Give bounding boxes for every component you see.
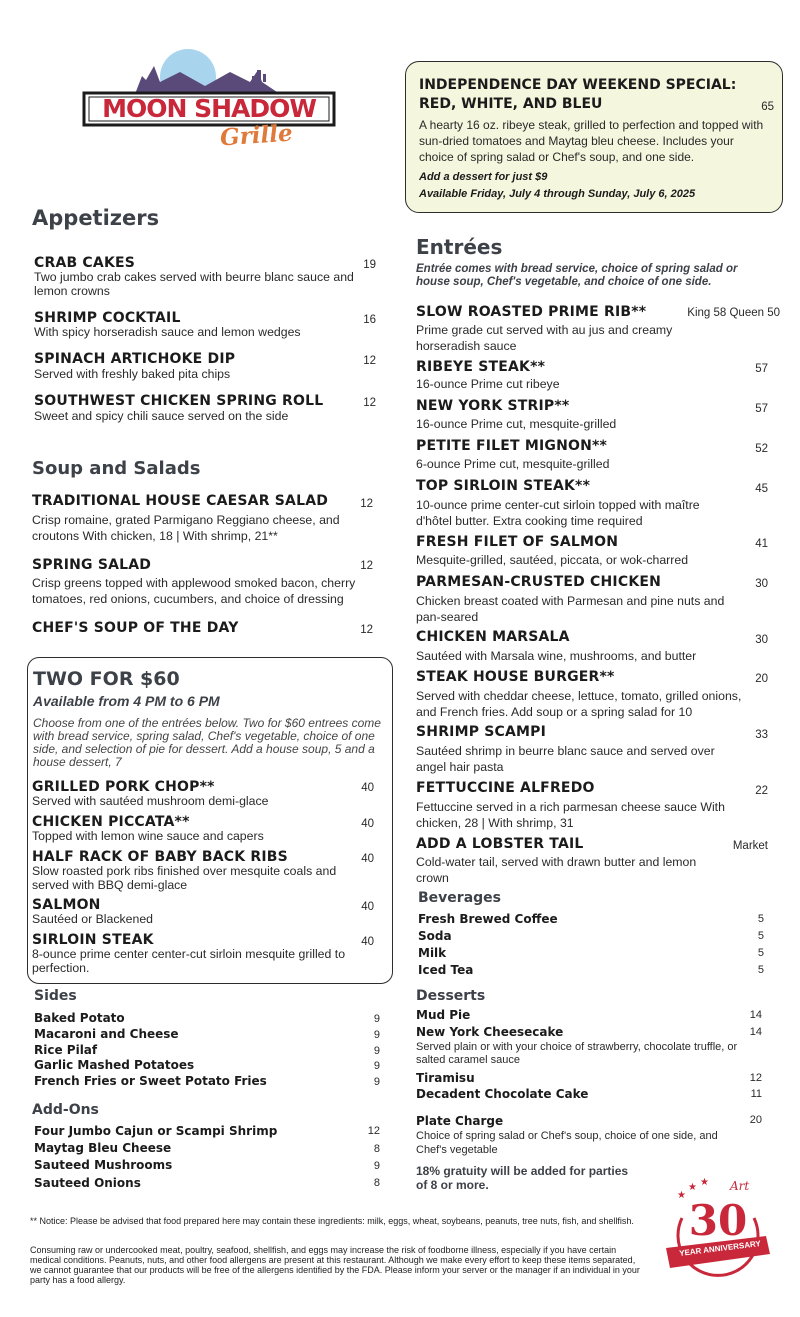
menu-item-desc: 6-ounce Prime cut, mesquite-grilled xyxy=(416,457,610,471)
menu-item-name: PETITE FILET MIGNON** xyxy=(416,438,608,454)
menu-item-desc: Two jumbo crab cakes served with beurre blanc sauce and lemon crowns xyxy=(34,270,354,298)
menu-item-desc: Slow roasted pork ribs finished over mesquite coals and served with BBQ demi-glace xyxy=(32,864,337,892)
side-item-price: 9 xyxy=(373,1060,380,1072)
menu-item-name: FETTUCCINE ALFREDO xyxy=(416,780,595,796)
beverage-item-name: Iced Tea xyxy=(418,963,474,977)
menu-item-price: 20 xyxy=(755,673,768,685)
menu-item-name: CRAB CAKES xyxy=(34,255,136,271)
special-note-dates: Available Friday, July 4 through Sunday, July 6, 2025 xyxy=(419,188,696,200)
menu-item-price: 40 xyxy=(361,936,374,948)
menu-item-name: SIRLOIN STEAK xyxy=(32,932,154,948)
menu-item-desc: 8-ounce prime center center-cut sirloin mesquite grilled to perfection. xyxy=(32,947,346,975)
menu-item-price: 57 xyxy=(755,403,768,415)
svg-text:★: ★ xyxy=(688,1182,697,1193)
menu-item-desc: Crisp greens topped with applewood smoked bacon, cherry tomatoes, red onions, cucumbers, and choice of dressing xyxy=(32,576,356,606)
side-item-name: Garlic Mashed Potatoes xyxy=(34,1058,195,1072)
side-item-name: French Fries or Sweet Potato Fries xyxy=(34,1074,267,1088)
menu-item-name: FRESH FILET OF SALMON xyxy=(416,534,619,550)
menu-item-price: King 58 Queen 50 xyxy=(687,307,780,319)
menu-item-price: 45 xyxy=(755,483,768,495)
menu-item-price: 40 xyxy=(361,818,374,830)
dessert-item-name: Mud Pie xyxy=(416,1008,471,1022)
beverages-heading: Beverages xyxy=(418,890,501,906)
addon-item-price: 8 xyxy=(373,1143,380,1155)
beverage-item-price: 5 xyxy=(757,964,764,976)
dessert-item-price: 11 xyxy=(750,1088,762,1100)
weekend-special-box xyxy=(405,61,783,213)
menu-item-desc: Sautéed or Blackened xyxy=(32,912,154,926)
dessert-item-name: Tiramisu xyxy=(416,1071,475,1085)
menu-item-price: 30 xyxy=(755,634,768,646)
menu-item-name: ADD A LOBSTER TAIL xyxy=(416,836,584,852)
menu-item-desc: Prime grade cut served with au jus and creamy horseradish sauce xyxy=(416,323,673,353)
special-price: 65 xyxy=(761,101,774,113)
menu-item-price: 40 xyxy=(361,853,374,865)
menu-item-desc: Cold-water tail, served with drawn butter and lemon crown xyxy=(416,855,697,885)
menu-item-desc: Crisp romaine, grated Parmigano Reggiano cheese, and croutons With chicken, 18 | With shrimp, 21** xyxy=(32,513,340,543)
menu-item-name: STEAK HOUSE BURGER** xyxy=(416,669,615,685)
menu-item-name: TOP SIRLOIN STEAK** xyxy=(416,478,591,494)
gratuity-note: 18% gratuity will be added for parties of 8 or more. xyxy=(416,1164,629,1192)
menu-item-name: CHICKEN PICCATA** xyxy=(32,814,190,830)
side-item-price: 9 xyxy=(373,1029,380,1041)
menu-item-name: SLOW ROASTED PRIME RIB** xyxy=(416,304,647,320)
svg-text:★: ★ xyxy=(677,1190,686,1201)
appetizers-heading: Appetizers xyxy=(32,206,160,230)
plate-charge-price: 20 xyxy=(749,1114,762,1126)
menu-item-desc: Sweet and spicy chili sauce served on the side xyxy=(34,409,289,423)
addon-item-price: 9 xyxy=(373,1160,380,1172)
menu-item-name: SHRIMP COCKTAIL xyxy=(34,310,181,326)
menu-item-desc: Sautéed with Marsala wine, mushrooms, and butter xyxy=(416,649,697,663)
plate-charge-desc: Choice of spring salad or Chef's soup, choice of one side, and Chef's vegetable xyxy=(416,1130,718,1156)
beverage-item-price: 5 xyxy=(757,930,764,942)
entrees-note: Entrée comes with bread service, choice of spring salad or house soup, Chef's vegetable, and choice of one side. xyxy=(416,263,738,288)
anniversary-text: YEAR ANNIVERSARY xyxy=(678,1239,762,1258)
side-item-name: Baked Potato xyxy=(34,1011,125,1025)
menu-item-name: CHICKEN MARSALA xyxy=(416,629,570,645)
menu-item-price: 12 xyxy=(360,624,373,636)
menu-item-desc: 16-ounce Prime cut, mesquite-grilled xyxy=(416,417,617,431)
addons-heading: Add-Ons xyxy=(32,1102,99,1118)
menu-item-price: 40 xyxy=(361,901,374,913)
menu-item-desc: Chicken breast coated with Parmesan and pine nuts and pan-seared xyxy=(416,594,725,624)
menu-item-desc: 10-ounce prime center-cut sirloin topped with maître d'hôtel butter. Extra cooking time required xyxy=(416,498,700,528)
menu-item-price: 12 xyxy=(360,498,373,510)
dessert-item-price: 14 xyxy=(749,1009,762,1021)
addon-item-price: 8 xyxy=(373,1177,380,1189)
addon-item-name: Sauteed Mushrooms xyxy=(34,1158,173,1172)
dessert-item-price: 14 xyxy=(749,1026,762,1038)
menu-item-price: 52 xyxy=(755,443,768,455)
menu-item-desc: Mesquite-grilled, sautéed, piccata, or wok-charred xyxy=(416,553,689,567)
addon-item-name: Maytag Bleu Cheese xyxy=(34,1141,172,1155)
menu-item-price: 41 xyxy=(755,538,768,550)
side-item-price: 9 xyxy=(373,1045,380,1057)
menu-item-price: 19 xyxy=(363,259,376,271)
anniversary-number: 30 xyxy=(688,1196,748,1245)
addon-item-name: Four Jumbo Cajun or Scampi Shrimp xyxy=(34,1124,278,1138)
menu-item-name: SPRING SALAD xyxy=(32,557,152,573)
menu-item-price: Market xyxy=(732,840,768,852)
addon-item-name: Sauteed Onions xyxy=(34,1176,141,1190)
side-item-name: Macaroni and Cheese xyxy=(34,1027,179,1041)
allergen-notice: ** Notice: Please be advised that food prepared here may contain these ingredients: milk, eggs, wheat, soybeans, peanuts, tree nuts, fish, and shellfish. xyxy=(30,1216,634,1226)
consumption-warning: Consuming raw or undercooked meat, poultry, seafood, shellfish, and eggs may increase the risk of foodborne illness, especially if you have certain medical conditions. Peanuts, nuts, and other food allergens are present at this restaurant. Although we make every effort to keep these items separated, we cannot guarantee that our products will be free of the allergens identified by the FDA. Please inform your server or the manager if an individual in your party has a food allergy. xyxy=(30,1245,640,1285)
menu-item-desc: Served with cheddar cheese, lettuce, tomato, grilled onions, and French fries. Add soup or a spring salad for 10 xyxy=(416,689,742,719)
menu-item-name: SOUTHWEST CHICKEN SPRING ROLL xyxy=(34,393,324,409)
menu-item-desc: Fettuccine served in a rich parmesan cheese sauce With chicken, 28 | With shrimp, 31 xyxy=(416,800,725,830)
menu-item-price: 16 xyxy=(363,314,376,326)
logo-title: MOON SHADOW xyxy=(102,94,316,123)
special-title-2: RED, WHITE, AND BLEU xyxy=(419,96,603,112)
menu-item-desc: Topped with lemon wine sauce and capers xyxy=(32,829,264,843)
menu-item-name: NEW YORK STRIP** xyxy=(416,398,570,414)
menu-item-name: TRADITIONAL HOUSE CAESAR SALAD xyxy=(32,493,329,509)
two-for-subtitle: Available from 4 PM to 6 PM xyxy=(33,693,220,709)
side-item-price: 9 xyxy=(373,1013,380,1025)
menu-item-desc: Served with sautéed mushroom demi-glace xyxy=(32,794,269,808)
menu-item-price: 12 xyxy=(360,560,373,572)
svg-text:★: ★ xyxy=(700,1178,709,1188)
menu-item-price: 57 xyxy=(755,363,768,375)
sides-heading: Sides xyxy=(34,988,77,1004)
menu-item-desc: Sautéed shrimp in beurre blanc sauce and served over angel hair pasta xyxy=(416,744,715,774)
special-note-dessert: Add a dessert for just $9 xyxy=(419,171,548,183)
menu-item-price: 12 xyxy=(363,397,376,409)
entrees-heading: Entrées xyxy=(416,235,503,259)
plate-charge-name: Plate Charge xyxy=(416,1114,504,1128)
beverage-item-name: Soda xyxy=(418,929,452,943)
menu-item-desc: 16-ounce Prime cut ribeye xyxy=(416,377,560,391)
logo-subtitle: Grille xyxy=(219,119,294,152)
dessert-item-desc: Served plain or with your choice of strawberry, chocolate truffle, or salted caramel sauce xyxy=(416,1041,738,1066)
addon-item-price: 12 xyxy=(367,1125,380,1137)
soups-heading: Soup and Salads xyxy=(32,458,201,479)
menu-item-price: 22 xyxy=(755,785,768,797)
two-for-title: TWO FOR $60 xyxy=(33,668,180,690)
two-for-description: Choose from one of the entrées below. Two for $60 entrees come with bread service, spring salad, Chef's vegetable, choice of one side, and selection of pie for dessert. Add a house soup, 5 and a house dessert, 7 xyxy=(33,716,381,769)
beverage-item-price: 5 xyxy=(757,913,764,925)
menu-item-name: SALMON xyxy=(32,897,101,913)
dessert-item-price: 12 xyxy=(749,1072,762,1084)
menu-item-price: 30 xyxy=(755,578,768,590)
menu-item-name: CHEF'S SOUP OF THE DAY xyxy=(32,620,239,636)
menu-item-name: HALF RACK OF BABY BACK RIBS xyxy=(32,849,288,865)
menu-item-desc: Served with freshly baked pita chips xyxy=(34,367,231,381)
special-description: A hearty 16 oz. ribeye steak, grilled to perfection and topped with sun-dried tomatoes and Maytag bleu cheese. Includes your choice of spring salad or Chef's soup, and one side. xyxy=(419,118,764,164)
menu-item-name: GRILLED PORK CHOP** xyxy=(32,779,215,795)
beverage-item-name: Fresh Brewed Coffee xyxy=(418,912,558,926)
menu-item-name: RIBEYE STEAK** xyxy=(416,359,546,375)
menu-item-name: SPINACH ARTICHOKE DIP xyxy=(34,351,236,367)
menu-item-name: PARMESAN-CRUSTED CHICKEN xyxy=(416,574,662,590)
svg-text:Art: Art xyxy=(730,1179,750,1193)
anniversary-badge xyxy=(662,1178,772,1290)
beverage-item-name: Milk xyxy=(418,946,447,960)
menu-item-price: 33 xyxy=(755,729,768,741)
menu-item-desc: With spicy horseradish sauce and lemon wedges xyxy=(34,325,301,339)
side-item-price: 9 xyxy=(373,1076,380,1088)
beverage-item-price: 5 xyxy=(757,947,764,959)
dessert-item-name: Decadent Chocolate Cake xyxy=(416,1087,589,1101)
menu-item-name: SHRIMP SCAMPI xyxy=(416,724,547,740)
logo xyxy=(80,42,340,154)
side-item-name: Rice Pilaf xyxy=(34,1043,98,1057)
menu-item-price: 40 xyxy=(361,782,374,794)
dessert-item-name: New York Cheesecake xyxy=(416,1025,564,1039)
special-title-1: INDEPENDENCE DAY WEEKEND SPECIAL: xyxy=(419,77,737,93)
desserts-heading: Desserts xyxy=(416,988,486,1004)
menu-item-price: 12 xyxy=(363,355,376,367)
